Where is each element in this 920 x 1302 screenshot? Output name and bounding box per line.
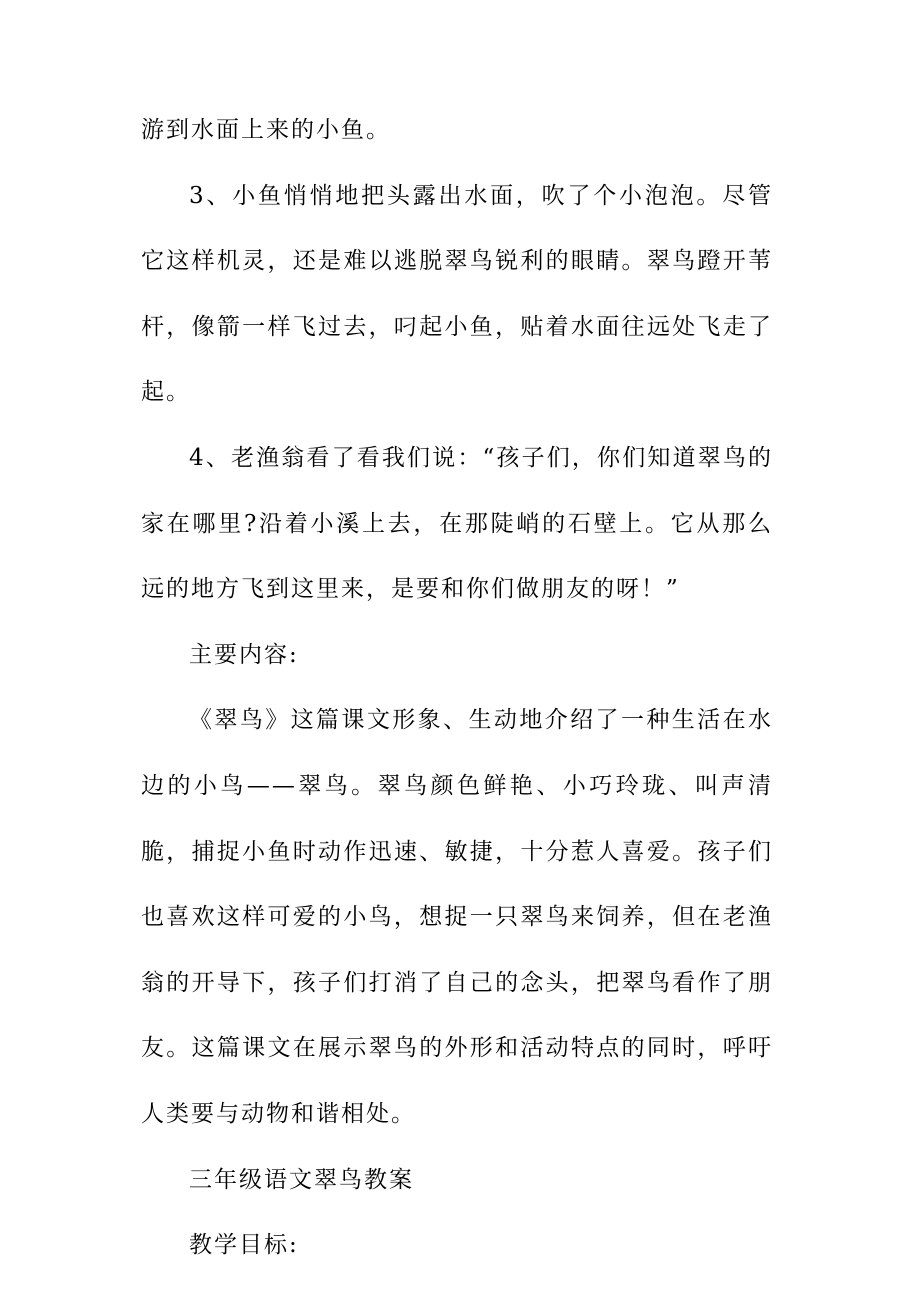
- paragraph-item-3: 3、小鱼悄悄地把头露出水面，吹了个小泡泡。尽管它这样机灵，还是难以逃脱翠鸟锐利的眼睛。翠鸟蹬开苇杆，像箭一样飞过去，叼起小鱼，贴着水面往远处飞走了起。: [141, 182, 773, 406]
- document-body: [141, 98, 773, 1279]
- section-heading-lesson-plan: 三年级语文翠鸟教案: [189, 1166, 414, 1193]
- paragraph-main-content: 《翠鸟》这篇课文形象、生动地介绍了一种生活在水边的小鸟——翠鸟。翠鸟颜色鲜艳、小巧玲珑、叫声清脆，捕捉小鱼时动作迅速、敏捷，十分惹人喜爱。孩子们也喜欢这样可爱的小鸟，想捉一只翠鸟来饲养，但在老渔翁的开导下，孩子们打消了自己的念头，把翠鸟看作了朋友。这篇课文在展示翠鸟的外形和活动特点的同时，呼吁人类要与动物和谐相处。: [141, 707, 773, 1127]
- section-heading-teaching-goals: 教学目标:: [189, 1232, 299, 1259]
- paragraph-item-4: 4、老渔翁看了看我们说：“孩子们，你们知道翠鸟的家在哪里?沿着小溪上去，在那陡峭的石壁上。它从那么远的地方飞到这里来，是要和你们做朋友的呀！”: [141, 444, 773, 603]
- paragraph-continuation: 游到水面上来的小鱼。: [141, 117, 391, 143]
- section-heading-main-content: 主要内容:: [189, 641, 299, 668]
